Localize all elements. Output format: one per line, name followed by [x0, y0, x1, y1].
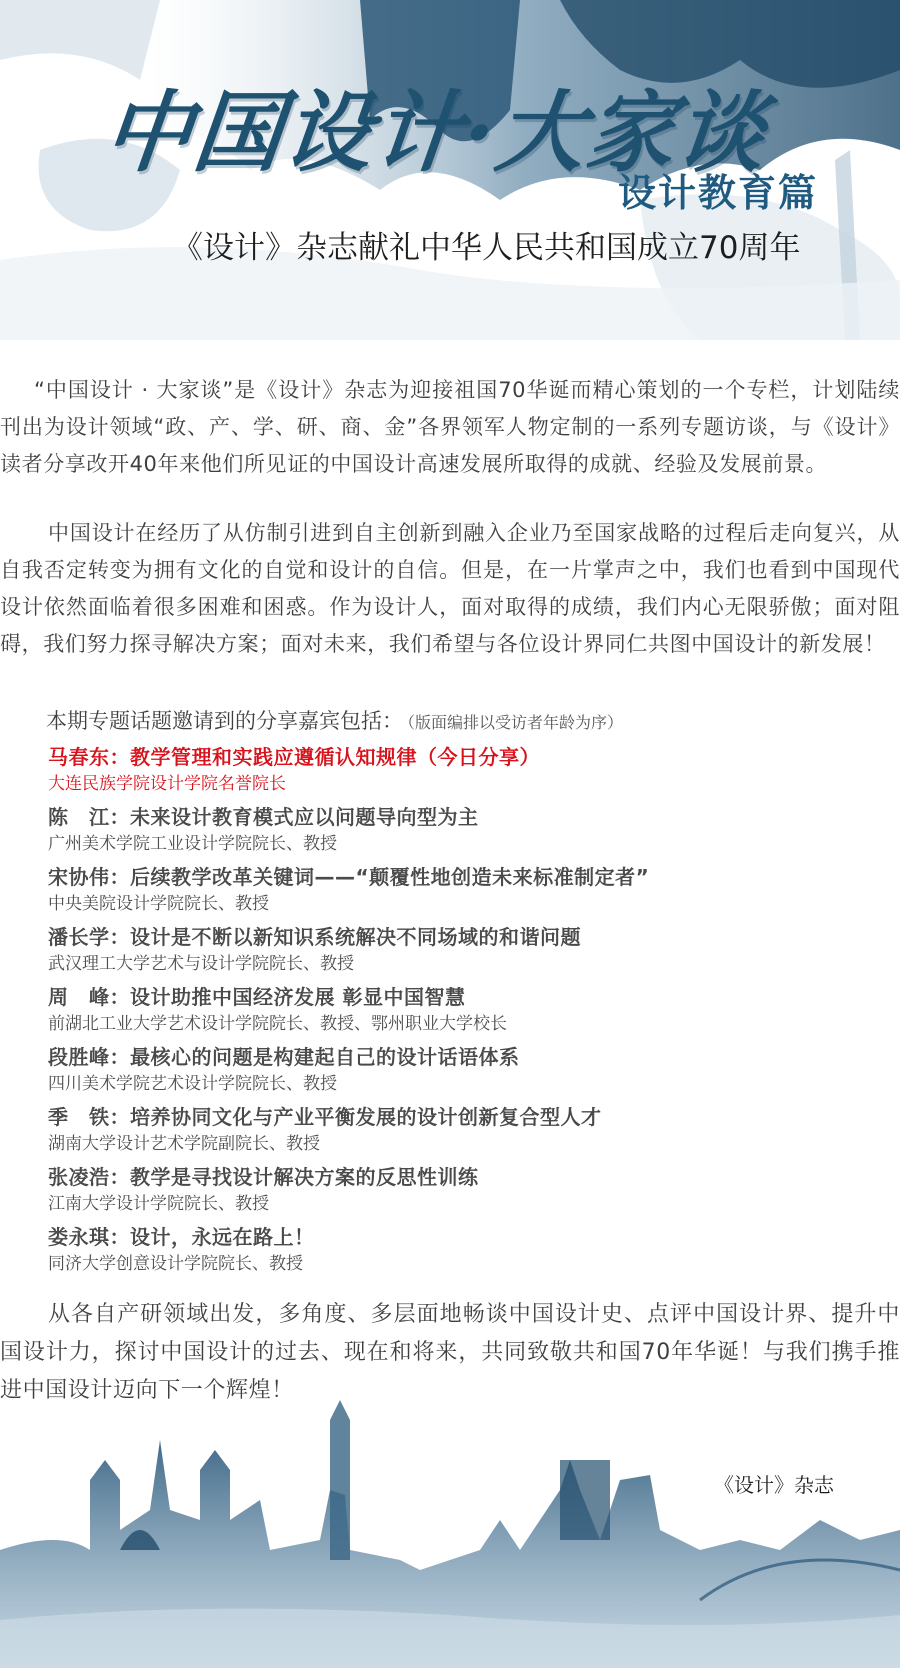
guest-topic: 张凌浩：教学是寻找设计解决方案的反思性训练	[48, 1165, 479, 1189]
intro-paragraph-1: “中国设计 · 大家谈”是《设计》杂志为迎接祖国70华诞而精心策划的一个专栏，计划陆续刊出为设计领域“政、产、学、研、商、金”各界领军人物定制的一系列专题访谈，与《设计》读者分享改开40年来他们所见证的中国设计高速发展所取得的成就、经验及发展前景。	[0, 378, 900, 476]
invite-text: 本期专题话题邀请到的分享嘉宾包括：	[46, 709, 403, 733]
guest-item-featured[interactable]	[48, 742, 868, 796]
guest-role: 四川美术学院艺术设计学院院长、教授	[48, 1074, 337, 1094]
guest-item	[48, 1162, 868, 1216]
invite-note: （版面编排以受访者年龄为序）	[407, 713, 624, 732]
guest-role: 湖南大学设计艺术学院副院长、教授	[48, 1134, 320, 1154]
guest-role: 大连民族学院设计学院名誉院长	[48, 774, 286, 794]
guest-item	[48, 1102, 868, 1156]
city-skyline-illustration	[0, 1400, 900, 1668]
guest-item	[48, 802, 868, 856]
guest-topic: 陈 江：未来设计教育模式应以问题导向型为主	[48, 805, 479, 829]
guest-topic: 潘长学：设计是不断以新知识系统解决不同场域的和谐问题	[48, 925, 581, 949]
header-banner	[0, 0, 900, 340]
guest-role: 武汉理工大学艺术与设计学院院长、教授	[48, 954, 354, 974]
guest-item	[48, 982, 868, 1036]
guest-topic: 段胜峰：最核心的问题是构建起自己的设计话语体系	[48, 1045, 520, 1069]
guest-role: 前湖北工业大学艺术设计学院院长、教授、鄂州职业大学校长	[48, 1014, 507, 1034]
intro-paragraph-2: 中国设计在经历了从仿制引进到自主创新到融入企业乃至国家战略的过程后走向复兴，从自我否定转变为拥有文化的自觉和设计的自信。但是，在一片掌声之中，我们也看到中国现代设计依然面临着很多困难和困惑。作为设计人，面对取得的成绩，我们内心无限骄傲；面对阻碍，我们努力探寻解决方案；面对未来，我们希望与各位设计界同仁共图中国设计的新发展！	[0, 521, 900, 656]
guest-topic: 周 峰：设计助推中国经济发展 彰显中国智慧	[48, 985, 466, 1009]
magazine-signature: 《设计》杂志	[714, 1473, 834, 1497]
banner-title: 中国设计·大家谈	[98, 80, 773, 184]
guest-invite-line	[46, 704, 623, 740]
guest-topic: 季 铁：培养协同文化与产业平衡发展的设计创新复合型人才	[48, 1105, 602, 1129]
guest-item	[48, 1042, 868, 1096]
guest-item	[48, 862, 868, 916]
banner-tagline: 《设计》杂志献礼中华人民共和国成立70周年	[172, 230, 801, 266]
guest-item	[48, 1222, 868, 1276]
guest-item	[48, 922, 868, 976]
guest-topic: 娄永琪：设计，永远在路上！	[48, 1225, 315, 1249]
closing-paragraph: 从各自产研领域出发，多角度、多层面地畅谈中国设计史、点评中国设计界、提升中国设计力，探讨中国设计的过去、现在和将来，共同致敬共和国70年华诞！与我们携手推进中国设计迈向下一个辉煌！	[0, 1302, 900, 1403]
guest-topic: 马春东：教学管理和实践应遵循认知规律（今日分享）	[48, 745, 540, 769]
guest-role: 同济大学创意设计学院院长、教授	[48, 1254, 303, 1274]
guest-role: 中央美院设计学院院长、教授	[48, 894, 269, 914]
banner-subtitle: 设计教育篇	[618, 171, 819, 215]
guest-topic: 宋协伟：后续教学改革关键词——“颠覆性地创造未来标准制定者”	[48, 865, 650, 889]
guest-role: 广州美术学院工业设计学院院长、教授	[48, 834, 337, 854]
guest-role: 江南大学设计学院院长、教授	[48, 1194, 269, 1214]
